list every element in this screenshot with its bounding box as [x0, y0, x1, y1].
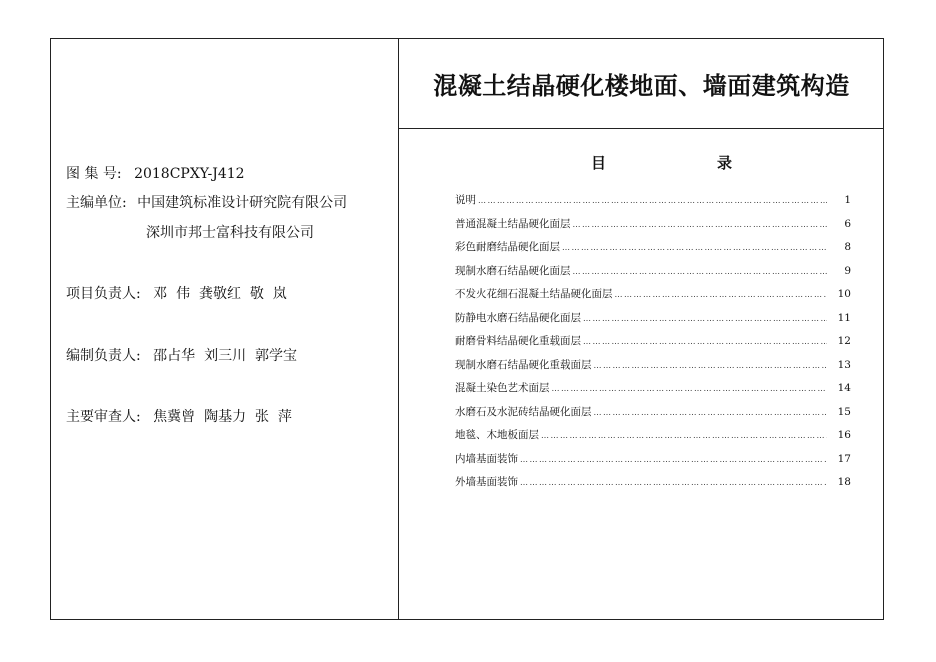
toc-leader — [520, 476, 827, 490]
toc-entry-page: 17 — [837, 452, 851, 465]
toc-entry-page: 9 — [844, 264, 851, 277]
toc-leader — [594, 359, 828, 373]
project-lead-label: 项目负责人: — [66, 286, 141, 302]
toc-entry-title: 水磨石及水泥砖结晶硬化面层 — [455, 405, 592, 418]
toc-entry-page: 11 — [837, 311, 851, 324]
toc-leader — [573, 265, 828, 279]
toc-entry-page: 15 — [837, 405, 851, 418]
toc-entry-title: 现制水磨石结晶硬化面层 — [455, 264, 571, 277]
toc-leader — [562, 241, 827, 255]
atlas-number-value: 2018CPXY-J412 — [134, 166, 245, 182]
toc-leader — [478, 194, 827, 208]
toc-entry[interactable] — [455, 287, 851, 311]
toc-entry-title: 普通混凝土结晶硬化面层 — [455, 217, 571, 230]
toc-entry-title: 说明 — [455, 194, 476, 206]
toc-entry[interactable] — [455, 405, 851, 429]
toc-leader — [573, 218, 828, 232]
toc-entry-page: 16 — [837, 429, 851, 441]
editor-unit-label: 主编单位: — [66, 195, 127, 211]
toc-entry-page: 10 — [837, 288, 851, 300]
toc-entry[interactable] — [455, 193, 851, 217]
toc-entry-title: 地毯、木地板面层 — [455, 429, 539, 441]
toc-heading-char-1: 目 — [591, 154, 607, 172]
toc-entry[interactable] — [455, 217, 851, 241]
toc-entry-page: 6 — [844, 217, 851, 230]
toc-leader — [583, 312, 827, 326]
reviewer-row — [66, 408, 292, 426]
reviewer-label: 主要审查人: — [66, 409, 141, 425]
toc-entry-title: 防静电水磨石结晶硬化面层 — [455, 311, 581, 324]
toc-entry[interactable] — [455, 240, 851, 264]
toc-leader — [552, 382, 828, 396]
editor-unit-value-2: 深圳市邦士富科技有限公司 — [146, 225, 314, 241]
toc-entry-title: 不发火花细石混凝土结晶硬化面层 — [455, 288, 613, 300]
vertical-divider — [398, 38, 399, 620]
toc-leader — [541, 429, 827, 443]
compile-lead-value: 邵占华 刘三川 郭学宝 — [153, 348, 297, 364]
toc-list — [455, 193, 851, 499]
toc-entry[interactable] — [455, 381, 851, 405]
toc-entry[interactable] — [455, 264, 851, 288]
toc-heading-char-2: 录 — [717, 154, 733, 172]
atlas-number-row — [66, 165, 245, 183]
toc-heading — [399, 152, 884, 174]
toc-entry-title: 混凝土染色艺术面层 — [455, 382, 550, 394]
toc-entry-title: 彩色耐磨结晶硬化面层 — [455, 241, 560, 253]
toc-entry-title: 外墙基面装饰 — [455, 476, 518, 488]
toc-leader — [594, 406, 828, 420]
toc-entry[interactable] — [455, 428, 851, 452]
editor-unit-value-1: 中国建筑标准设计研究院有限公司 — [137, 195, 348, 211]
toc-entry-page: 8 — [844, 241, 851, 253]
toc-entry[interactable] — [455, 452, 851, 476]
toc-entry[interactable] — [455, 311, 851, 335]
toc-entry-page: 13 — [837, 358, 851, 371]
toc-leader — [520, 453, 827, 467]
atlas-number-label: 图 集 号: — [66, 166, 122, 182]
title-divider — [399, 128, 884, 129]
toc-entry[interactable] — [455, 334, 851, 358]
toc-leader — [615, 288, 828, 302]
reviewer-value: 焦冀曾 陶基力 张 萍 — [153, 409, 292, 425]
compile-lead-row — [66, 347, 297, 365]
toc-entry-page: 14 — [837, 382, 851, 394]
toc-entry[interactable] — [455, 358, 851, 382]
toc-entry-title: 耐磨骨料结晶硬化重载面层 — [455, 335, 581, 347]
toc-entry[interactable] — [455, 475, 851, 499]
toc-entry-page: 12 — [837, 335, 851, 347]
toc-entry-page: 1 — [844, 194, 851, 206]
editor-unit-row — [66, 194, 347, 212]
toc-leader — [583, 335, 827, 349]
toc-entry-title: 现制水磨石结晶硬化重载面层 — [455, 358, 592, 371]
compile-lead-label: 编制负责人: — [66, 348, 141, 364]
project-lead-value: 邓 伟 龚敬红 敬 岚 — [153, 286, 287, 302]
toc-entry-title: 内墙基面装饰 — [455, 452, 518, 465]
document-title: 混凝土结晶硬化楼地面、墙面建筑构造 — [433, 72, 850, 100]
toc-entry-page: 18 — [837, 476, 851, 488]
project-lead-row — [66, 285, 287, 303]
